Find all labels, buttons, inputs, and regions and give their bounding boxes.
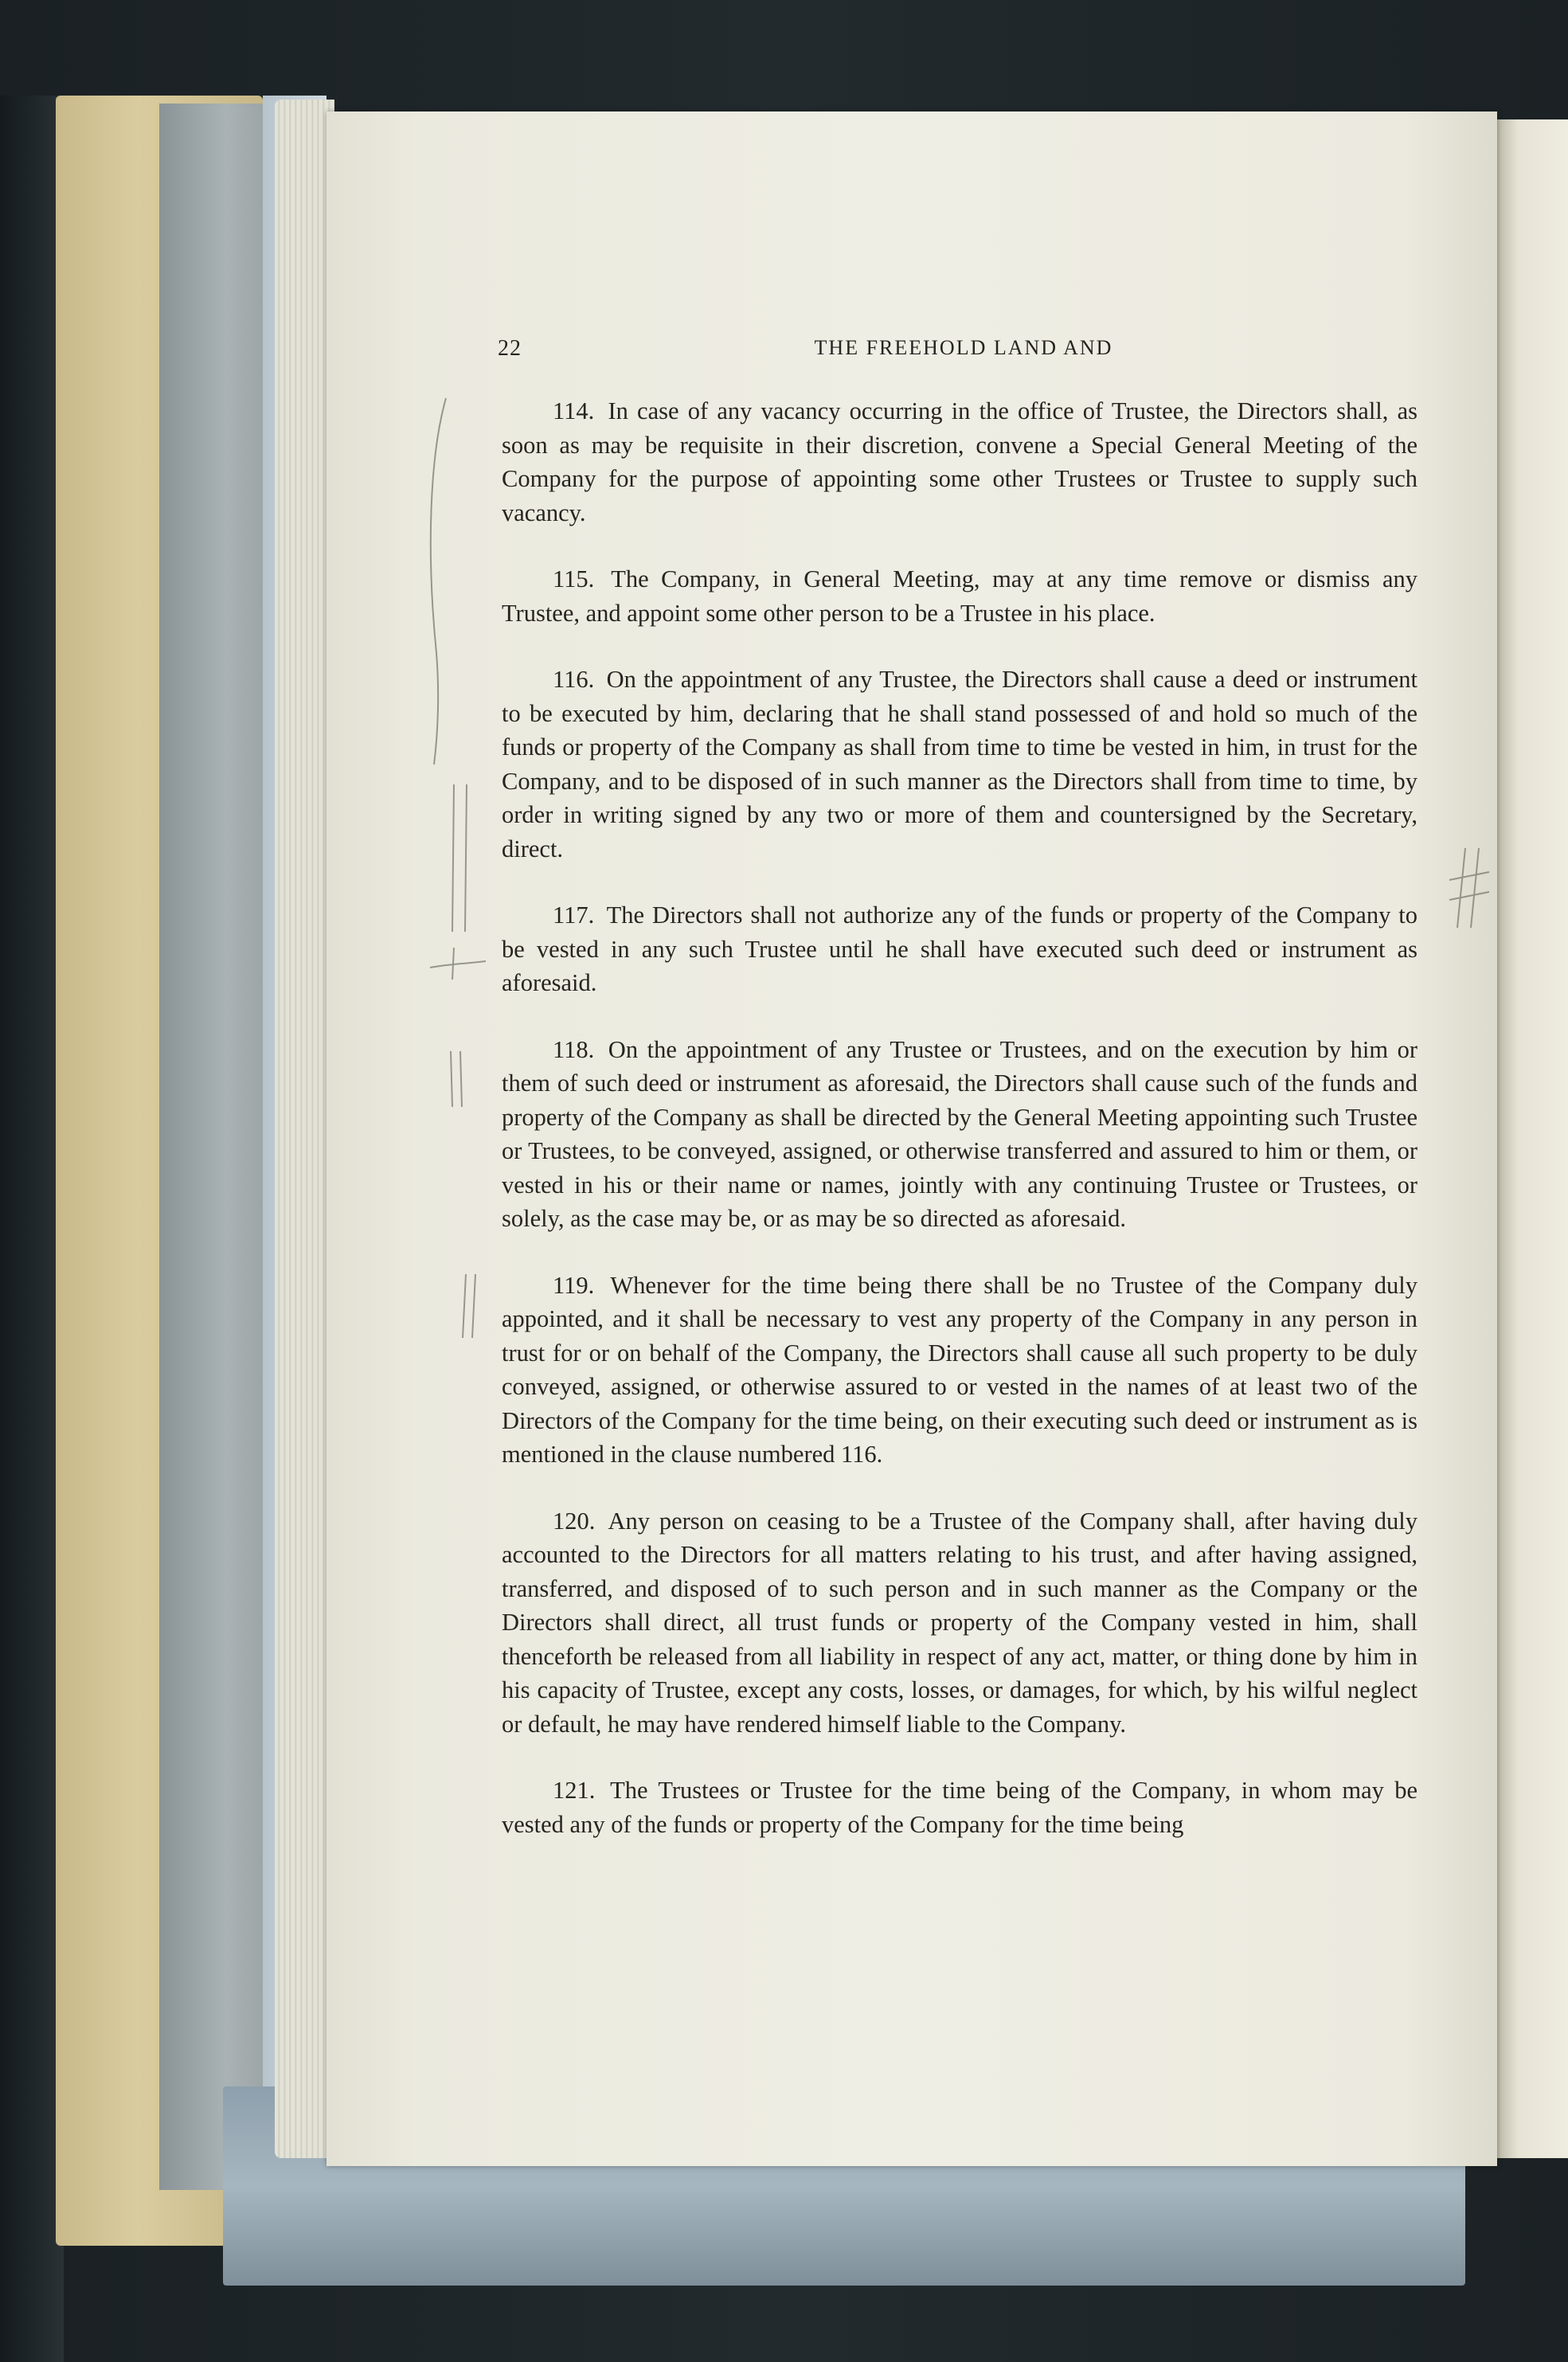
clause-text: On the appointment of any Trustee or Trustees, and on the execution by him or them of such deed or instrument as aforesaid, the Directors shall cause such of the funds and property of the Company as shall be directed by the General Meeting appointing such Trustee or Trustees, to be conveyed, assigned, or otherwise transferred and assured to him or them, or vested in his or their name or names, jointly with any continuing Trustee or Trustees, or solely, as the case may be, or as may be so directed as aforesaid. xyxy=(502,1035,1418,1232)
clause-119 xyxy=(502,1269,1417,1472)
page-body xyxy=(502,394,1417,1874)
pencil-hash-mark xyxy=(1445,844,1493,932)
clause-text: Whenever for the time being there shall be no Trustee of the Company duly appointed, and it shall be necessary to vest any property of the Company in any person in trust for or on behalf of the Company, the Directors shall cause all such property to be duly conveyed, assigned, or otherwise assured to or vested in the names of at least two of the Directors of the Company for the time being, on their executing such deed or instrument as is mentioned in the clause numbered 116. xyxy=(502,1271,1417,1468)
clause-text: The Company, in General Meeting, may at any time remove or dismiss any Trustee, and appoint some other person to be a Trustee in his place. xyxy=(502,565,1417,627)
clause-number: 121. xyxy=(553,1777,596,1804)
clause-text: The Directors shall not authorize any of the funds or property of the Company to be vested in any such Trustee until he shall have executed such deed or instrument as aforesaid. xyxy=(502,901,1418,996)
clause-text: In case of any vacancy occurring in the office of Trustee, the Directors shall, as soon as may be requisite in their discretion, convene a Special General Meeting of the Company for the purpose of appointing some other Trustees or Trustee to supply such vacancy. xyxy=(502,397,1418,526)
underlying-grey-pages xyxy=(159,104,271,2190)
clause-120 xyxy=(502,1504,1417,1742)
clause-number: 115. xyxy=(553,565,595,592)
clause-text: The Trustees or Trustee for the time being of the Company, in whom may be vested any of the funds or property of the Company for the time being xyxy=(502,1777,1418,1838)
pencil-bracket-mark xyxy=(422,390,454,772)
page-number: 22 xyxy=(498,336,522,361)
running-head: THE FREEHOLD LAND AND xyxy=(814,336,1113,359)
pencil-double-line-mark xyxy=(446,780,478,940)
clause-text: Any person on ceasing to be a Trustee of the Company shall, after having duly accounted to the Directors for all matters relating to his trust, and after having assigned, transferred, and disposed of to such person and in such manner as the Company or the Directors shall direct, all trust funds or property of the Company vested in him, shall thenceforth be released from all liability in respect of any act, matter, or thing done by him in his capacity of Trustee, except any costs, losses, or damages, for which, by his wilful neglect or default, he may have rendered himself liable to the Company. xyxy=(502,1507,1417,1738)
clause-117 xyxy=(502,898,1417,1000)
pencil-cross-mark xyxy=(426,944,490,984)
clause-number: 114. xyxy=(553,397,595,424)
page-edges-stack xyxy=(275,100,334,2158)
clause-number: 119. xyxy=(553,1271,595,1299)
facing-page-edge xyxy=(1497,119,1568,2158)
clause-number: 116. xyxy=(553,666,595,693)
pencil-double-line-mark xyxy=(444,1047,468,1111)
clause-118 xyxy=(502,1033,1417,1236)
document-page xyxy=(327,111,1497,2166)
clause-116 xyxy=(502,663,1417,866)
clause-number: 118. xyxy=(553,1035,595,1063)
pencil-double-line-mark xyxy=(458,1270,482,1342)
page-header xyxy=(498,336,1429,368)
book-cover-edge xyxy=(0,96,64,2362)
clause-121 xyxy=(502,1773,1417,1841)
clause-text: On the appointment of any Trustee, the Directors shall cause a deed or instrument to be executed by him, declaring that he shall stand possessed of and hold so much of the funds or property of the Company as shall from time to time be vested in him, in trust for the Company, and to be disposed of in such manner as the Directors shall from time to time, by order in writing signed by any two or more of them and countersigned by the Secretary, direct. xyxy=(502,666,1417,862)
clause-number: 117. xyxy=(553,901,595,929)
clause-number: 120. xyxy=(553,1507,596,1535)
clause-114 xyxy=(502,394,1417,530)
clause-115 xyxy=(502,562,1417,630)
